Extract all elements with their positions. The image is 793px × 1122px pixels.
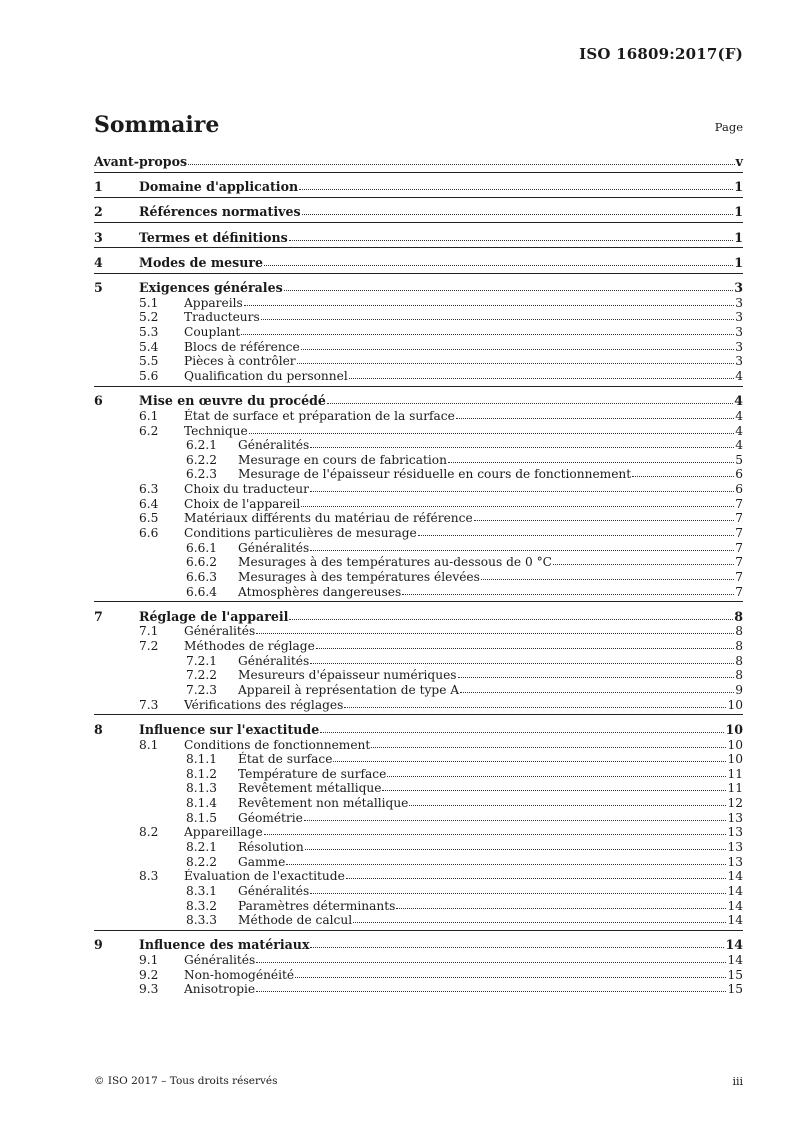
toc-entry-number: 6.6: [139, 526, 159, 541]
dot-leader: [396, 908, 726, 909]
toc-entry[interactable]: [94, 409, 743, 424]
toc-entry-title: Mesureurs d'épaisseur numériques: [238, 668, 457, 683]
toc-entry[interactable]: [94, 511, 743, 526]
toc-entry[interactable]: [94, 752, 743, 767]
section-separator: [94, 930, 743, 931]
toc-entry-title: Influence des matériaux: [139, 937, 310, 953]
toc-entry-title: Matériaux différents du matériau de référence: [184, 511, 473, 526]
toc-entry-page: v: [735, 154, 743, 169]
toc-entry-number: 8.1: [139, 737, 159, 752]
toc-entry-number: 5.1: [139, 295, 159, 310]
toc-entry-number: 7.2.1: [186, 653, 218, 668]
toc-entry-page: 1: [734, 204, 743, 220]
dot-leader: [310, 893, 726, 894]
toc-entry[interactable]: [94, 369, 743, 384]
toc-entry-number: 6.6.4: [186, 584, 218, 599]
toc-entry-page: 7: [735, 496, 743, 511]
toc-entry-number: 4: [94, 254, 103, 270]
toc-entry[interactable]: [94, 340, 743, 355]
dot-leader: [256, 962, 726, 963]
toc-entry[interactable]: [94, 424, 743, 439]
toc-entry-number: 5.5: [139, 354, 159, 369]
toc-entry-title: Revêtement non métallique: [238, 796, 409, 811]
dot-leader: [305, 849, 727, 850]
toc-entry-page: 14: [727, 913, 743, 928]
toc-entry[interactable]: [94, 811, 743, 826]
toc-entry-page: 7: [735, 540, 743, 555]
toc-entry-number: 7.2.3: [186, 683, 218, 698]
toc-entry-title: Pièces à contrôler: [184, 354, 296, 369]
toc-entry[interactable]: [94, 825, 743, 840]
toc-entry-page: 15: [727, 967, 743, 982]
toc-entry-title: Paramètres déterminants: [238, 898, 396, 913]
toc-entry-title: Anisotropie: [184, 982, 256, 997]
toc-entry-number: 5.4: [139, 339, 159, 354]
toc-entry-title: Conditions de fonctionnement: [184, 737, 371, 752]
toc-entry-number: 1: [94, 179, 103, 195]
toc-entry-number: 8.1.3: [186, 781, 218, 796]
toc-entry-number: 6.6.1: [186, 540, 218, 555]
toc-entry-page: 7: [735, 584, 743, 599]
toc-entry[interactable]: [94, 767, 743, 782]
toc-entry-title: Termes et définitions: [139, 229, 288, 245]
dot-leader: [310, 663, 734, 664]
toc-entry-title: Gamme: [238, 854, 286, 869]
toc-entry-title: Appareillage: [184, 825, 263, 840]
dot-leader: [284, 290, 734, 291]
table-of-contents: [94, 155, 743, 997]
dot-leader: [310, 550, 734, 551]
toc-entry-number: 5.3: [139, 325, 159, 340]
toc-entry-number: 8.1.5: [186, 810, 218, 825]
toc-entry-title: Conditions particulières de mesurage: [184, 526, 417, 541]
toc-entry-title: Modes de mesure: [139, 254, 264, 270]
toc-entry-number: 6.2: [139, 423, 159, 438]
dot-leader: [553, 564, 734, 565]
dot-leader: [382, 790, 726, 791]
toc-entry-title: État de surface: [238, 752, 333, 767]
toc-entry[interactable]: [94, 884, 743, 899]
toc-entry-page: 7: [735, 511, 743, 526]
section-separator: [94, 273, 743, 274]
toc-entry-title: Généralités: [238, 438, 310, 453]
toc-entry-title: Mesurages à des températures élevées: [238, 569, 480, 584]
toc-entry-title: Appareils: [184, 295, 243, 310]
dot-leader: [304, 820, 727, 821]
dot-leader: [264, 834, 727, 835]
toc-entry[interactable]: [94, 325, 743, 340]
toc-entry-number: 7.1: [139, 624, 159, 639]
toc-entry-number: 7.2.2: [186, 668, 218, 683]
toc-entry-page: 10: [727, 737, 743, 752]
toc-entry-page: 13: [727, 840, 743, 855]
page-column-label: Page: [714, 120, 743, 134]
dot-leader: [289, 619, 733, 620]
toc-entry[interactable]: [94, 438, 743, 453]
toc-entry-title: État de surface et préparation de la surface: [184, 408, 455, 423]
toc-entry-page: 8: [734, 608, 743, 624]
toc-entry-number: 6: [94, 393, 103, 409]
dot-leader: [320, 732, 724, 733]
dot-leader: [418, 535, 735, 536]
toc-entry-number: 6.2.2: [186, 452, 218, 467]
toc-entry[interactable]: [94, 953, 743, 968]
toc-entry[interactable]: [94, 394, 743, 409]
dot-leader: [327, 403, 733, 404]
dot-leader: [289, 240, 733, 241]
dot-leader: [244, 305, 734, 306]
toc-entry-page: 9: [735, 683, 743, 698]
toc-entry-page: 1: [734, 229, 743, 245]
toc-entry-page: 3: [735, 354, 743, 369]
toc-entry-page: 10: [727, 752, 743, 767]
toc-entry-title: Revêtement métallique: [238, 781, 382, 796]
toc-entry[interactable]: [94, 781, 743, 796]
dot-leader: [349, 378, 734, 379]
dot-leader: [299, 189, 733, 190]
toc-entry[interactable]: [94, 497, 743, 512]
toc-entry[interactable]: [94, 310, 743, 325]
toc-entry-title: Mesurage en cours de fabrication: [238, 452, 447, 467]
toc-entry-title: Généralités: [238, 883, 310, 898]
toc-entry[interactable]: [94, 982, 743, 997]
toc-entry[interactable]: [94, 610, 743, 625]
toc-entry[interactable]: [94, 668, 743, 683]
toc-entry-page: 4: [735, 408, 743, 423]
toc-entry[interactable]: [94, 555, 743, 570]
toc-entry-number: 2: [94, 204, 103, 220]
toc-entry-title: Réglage de l'appareil: [139, 608, 289, 624]
toc-entry-title: Choix de l'appareil: [184, 496, 301, 511]
toc-entry-number: 8.1.2: [186, 766, 218, 781]
toc-entry-number: 8.2.1: [186, 840, 218, 855]
toc-entry-title: Atmosphères dangereuses: [238, 584, 402, 599]
dot-leader: [448, 462, 734, 463]
toc-entry-number: 8.1.4: [186, 796, 218, 811]
toc-entry-title: Exigences générales: [139, 280, 283, 296]
toc-entry-page: 10: [727, 697, 743, 712]
toc-entry-title: Généralités: [184, 624, 256, 639]
dot-leader: [458, 677, 735, 678]
toc-entry-page: 7: [735, 569, 743, 584]
toc-entry-number: 9.3: [139, 982, 159, 997]
toc-entry-number: 6.2.3: [186, 467, 218, 482]
toc-entry[interactable]: [94, 281, 743, 296]
toc-entry[interactable]: [94, 738, 743, 753]
toc-entry[interactable]: [94, 624, 743, 639]
toc-entry-number: 9.2: [139, 967, 159, 982]
toc-entry[interactable]: [94, 354, 743, 369]
toc-entry[interactable]: [94, 526, 743, 541]
toc-entry-title: Géométrie: [238, 810, 303, 825]
dot-leader: [264, 265, 733, 266]
dot-leader: [310, 947, 724, 948]
dot-leader: [344, 707, 726, 708]
dot-leader: [409, 805, 726, 806]
toc-entry-title: Mise en œuvre du procédé: [139, 393, 326, 409]
toc-entry-number: 6.1: [139, 408, 159, 423]
dot-leader: [241, 334, 734, 335]
toc-entry-title: Influence sur l'exactitude: [139, 721, 320, 737]
dot-leader: [188, 164, 735, 165]
toc-entry[interactable]: [94, 541, 743, 556]
toc-entry-page: 7: [735, 555, 743, 570]
dot-leader: [249, 433, 735, 434]
toc-entry-page: 6: [735, 482, 743, 497]
dot-leader: [333, 761, 726, 762]
footer-page-number: iii: [732, 1075, 743, 1088]
toc-entry-number: 8: [94, 721, 103, 737]
dot-leader: [353, 922, 726, 923]
toc-entry-number: 8.2.2: [186, 854, 218, 869]
toc-entry[interactable]: [94, 723, 743, 738]
toc-entry-title: Traducteurs: [184, 310, 260, 325]
dot-leader: [460, 692, 734, 693]
toc-entry-title: Blocs de référence: [184, 339, 300, 354]
toc-entry-page: 3: [735, 310, 743, 325]
dot-leader: [474, 520, 735, 521]
toc-entry[interactable]: [94, 585, 743, 600]
toc-entry-page: 11: [727, 781, 743, 796]
dot-leader: [297, 363, 735, 364]
toc-entry[interactable]: [94, 453, 743, 468]
dot-leader: [301, 506, 734, 507]
toc-entry-title: Généralités: [184, 953, 256, 968]
toc-entry-number: 8.2: [139, 825, 159, 840]
toc-entry-number: 8.3.3: [186, 913, 218, 928]
toc-entry-number: 7: [94, 608, 103, 624]
toc-entry-page: 5: [735, 452, 743, 467]
toc-entry-page: 10: [725, 721, 743, 737]
dot-leader: [387, 776, 726, 777]
toc-entry-number: 8.3: [139, 869, 159, 884]
toc-entry[interactable]: [94, 869, 743, 884]
section-separator: [94, 714, 743, 715]
section-separator: [94, 386, 743, 387]
toc-entry-title: Technique: [184, 423, 248, 438]
toc-entry[interactable]: [94, 180, 743, 195]
footer-copyright: © ISO 2017 – Tous droits réservés: [94, 1075, 278, 1087]
toc-entry[interactable]: [94, 654, 743, 669]
toc-entry-page: 7: [735, 526, 743, 541]
toc-entry-number: 6.3: [139, 482, 159, 497]
toc-entry-page: 11: [727, 766, 743, 781]
toc-entry-page: 3: [735, 295, 743, 310]
toc-entry-page: 3: [734, 280, 743, 296]
toc-entry-page: 14: [727, 898, 743, 913]
toc-entry-page: 8: [735, 639, 743, 654]
toc-entry[interactable]: [94, 698, 743, 713]
dot-leader: [371, 747, 726, 748]
toc-entry[interactable]: [94, 938, 743, 953]
dot-leader: [302, 214, 734, 215]
toc-entry-title: Température de surface: [238, 766, 387, 781]
dot-leader: [256, 633, 734, 634]
dot-leader: [632, 476, 734, 477]
toc-entry-number: 6.6.2: [186, 555, 218, 570]
section-separator: [94, 172, 743, 173]
toc-entry-number: 6.6.3: [186, 569, 218, 584]
toc-entry-title: Généralités: [238, 653, 310, 668]
toc-entry-page: 8: [735, 653, 743, 668]
dot-leader: [261, 319, 734, 320]
dot-leader: [286, 864, 726, 865]
toc-entry[interactable]: [94, 855, 743, 870]
toc-entry[interactable]: [94, 467, 743, 482]
toc-entry-title: Appareil à représentation de type A: [238, 683, 460, 698]
toc-entry-page: 14: [727, 869, 743, 884]
toc-entry[interactable]: [94, 231, 743, 246]
section-separator: [94, 247, 743, 248]
page-title: Sommaire: [94, 112, 220, 138]
toc-entry-page: 14: [725, 937, 743, 953]
toc-entry-title: Vérifications des réglages: [184, 697, 344, 712]
toc-entry-page: 6: [735, 467, 743, 482]
dot-leader: [402, 594, 734, 595]
toc-entry[interactable]: [94, 482, 743, 497]
toc-entry-page: 4: [735, 438, 743, 453]
toc-entry-number: 9.1: [139, 953, 159, 968]
toc-entry-page: 14: [727, 953, 743, 968]
dot-leader: [310, 447, 734, 448]
toc-entry-page: 1: [734, 179, 743, 195]
toc-entry-title: Généralités: [238, 540, 310, 555]
toc-entry[interactable]: [94, 840, 743, 855]
toc-entry[interactable]: [94, 205, 743, 220]
toc-entry-title: Couplant: [184, 325, 241, 340]
dot-leader: [481, 579, 734, 580]
toc-entry-title: Méthode de calcul: [238, 913, 353, 928]
toc-entry-page: 12: [727, 796, 743, 811]
toc-entry[interactable]: [94, 796, 743, 811]
toc-entry[interactable]: [94, 155, 743, 170]
toc-entry-page: 8: [735, 624, 743, 639]
toc-entry-page: 4: [734, 393, 743, 409]
section-separator: [94, 222, 743, 223]
toc-entry[interactable]: [94, 968, 743, 983]
toc-entry-number: 3: [94, 229, 103, 245]
section-separator: [94, 197, 743, 198]
toc-entry-title: Avant-propos: [94, 154, 188, 169]
toc-entry-page: 14: [727, 883, 743, 898]
toc-entry-title: Mesurages à des températures au-dessous de 0 °C: [238, 555, 553, 570]
toc-entry-title: Choix du traducteur: [184, 482, 309, 497]
toc-entry-page: 4: [735, 369, 743, 384]
toc-entry[interactable]: [94, 570, 743, 585]
toc-entry-number: 5.2: [139, 310, 159, 325]
toc-entry-page: 15: [727, 982, 743, 997]
toc-entry-number: 6.2.1: [186, 438, 218, 453]
toc-entry-number: 5: [94, 280, 103, 296]
dot-leader: [316, 648, 734, 649]
toc-entry-number: 8.1.1: [186, 752, 218, 767]
toc-entry[interactable]: [94, 256, 743, 271]
toc-entry-number: 9: [94, 937, 103, 953]
dot-leader: [256, 991, 726, 992]
dot-leader: [301, 349, 735, 350]
toc-entry-title: Non-homogénéité: [184, 967, 295, 982]
toc-entry-page: 13: [727, 825, 743, 840]
section-separator: [94, 601, 743, 602]
toc-entry-title: Résolution: [238, 840, 304, 855]
toc-entry-number: 6.4: [139, 496, 159, 511]
toc-entry-page: 3: [735, 339, 743, 354]
toc-entry-title: Références normatives: [139, 204, 301, 220]
toc-entry-number: 7.2: [139, 639, 159, 654]
toc-entry-number: 8.3.2: [186, 898, 218, 913]
toc-entry-title: Qualification du personnel: [184, 369, 348, 384]
toc-entry-page: 4: [735, 423, 743, 438]
toc-entry-page: 13: [727, 810, 743, 825]
dot-leader: [346, 878, 727, 879]
document-id: ISO 16809:2017(F): [579, 45, 743, 63]
toc-entry-page: 3: [735, 325, 743, 340]
toc-entry[interactable]: [94, 296, 743, 311]
dot-leader: [456, 418, 734, 419]
toc-entry-number: 5.6: [139, 369, 159, 384]
toc-entry-number: 7.3: [139, 697, 159, 712]
toc-entry[interactable]: [94, 913, 743, 928]
dot-leader: [295, 977, 726, 978]
toc-entry[interactable]: [94, 899, 743, 914]
toc-entry-title: Évaluation de l'exactitude: [184, 869, 345, 884]
toc-entry-title: Mesurage de l'épaisseur résiduelle en cours de fonctionnement: [238, 467, 632, 482]
toc-entry[interactable]: [94, 639, 743, 654]
toc-entry-page: 13: [727, 854, 743, 869]
toc-entry-number: 6.5: [139, 511, 159, 526]
dot-leader: [310, 491, 734, 492]
toc-entry-title: Méthodes de réglage: [184, 639, 315, 654]
toc-entry-page: 1: [734, 254, 743, 270]
toc-entry-number: 8.3.1: [186, 883, 218, 898]
toc-entry-page: 8: [735, 668, 743, 683]
toc-entry-title: Domaine d'application: [139, 179, 299, 195]
toc-entry[interactable]: [94, 683, 743, 698]
